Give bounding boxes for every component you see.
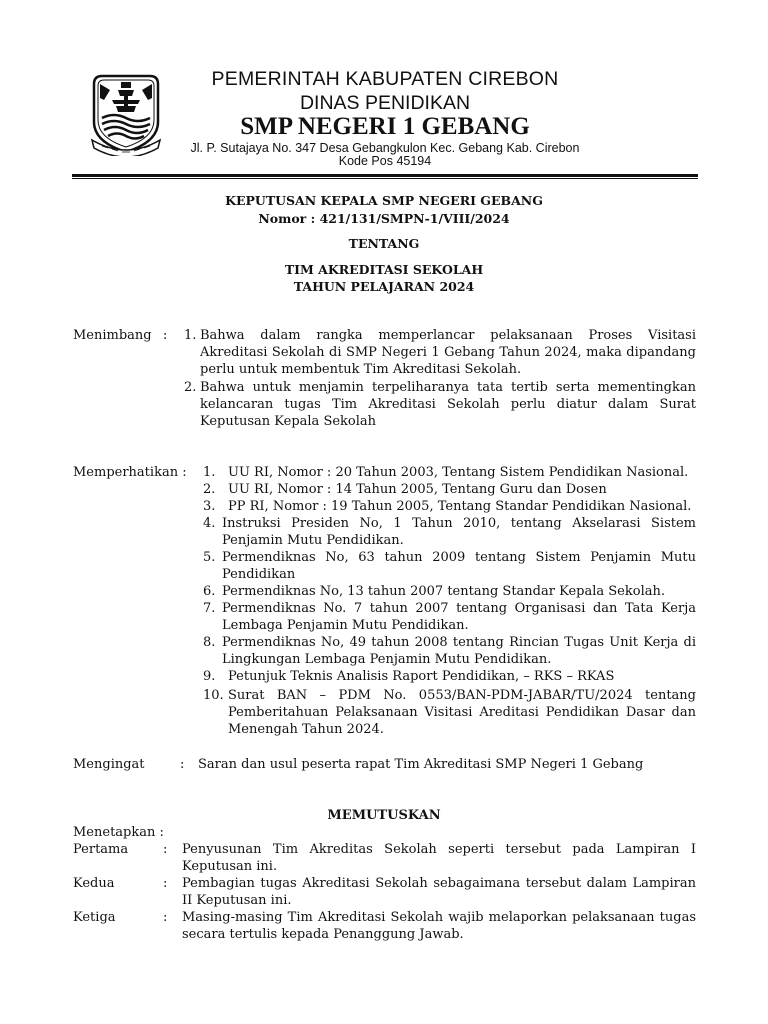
decree-subject: TIM AKREDITASI SEKOLAH bbox=[284, 262, 484, 277]
decree-about: TENTANG bbox=[348, 236, 420, 251]
menimbang-item-num: 2. bbox=[184, 380, 197, 395]
mengingat-colon: : bbox=[180, 757, 185, 772]
menimbang-item-text: Bahwa dalam rangka memperlancar pelaksanaan Proses Visitasi Akreditasi Sekolah di SMP Negeri 1 Gebang Tahun 2024, maka dipandang perlu untuk membentuk Tim Akreditasi Sekolah. bbox=[200, 328, 696, 377]
letterhead-divider-thin bbox=[72, 178, 698, 179]
mengingat-label: Mengingat bbox=[73, 757, 145, 772]
decree-year: TAHUN PELAJARAN 2024 bbox=[293, 279, 475, 294]
memperhatikan-item-text: PP RI, Nomor : 19 Tahun 2005, Tentang Standar Pendidikan Nasional. bbox=[228, 499, 692, 514]
keputusan-item-colon: : bbox=[163, 910, 168, 925]
memperhatikan-item-num: 5. bbox=[203, 550, 216, 565]
memperhatikan-item-num: 2. bbox=[203, 482, 216, 497]
memperhatikan-item-text: Permendiknas No, 63 tahun 2009 tentang Sistem Penjamin Mutu Pendidikan bbox=[222, 550, 696, 582]
keputusan-item-colon: : bbox=[163, 876, 168, 891]
menetapkan-label: Menetapkan : bbox=[73, 825, 164, 840]
mengingat-text: Saran dan usul peserta rapat Tim Akreditasi SMP Negeri 1 Gebang bbox=[198, 757, 644, 772]
memperhatikan-item-text: Permendiknas No. 7 tahun 2007 tentang Organisasi dan Tata Kerja Lembaga Penjamin Mutu Pendidikan. bbox=[222, 601, 696, 633]
cirebon-regency-emblem-icon bbox=[88, 70, 164, 156]
keputusan-item-label: Pertama bbox=[73, 842, 129, 857]
memperhatikan-item-text: UU RI, Nomor : 14 Tahun 2005, Tentang Guru dan Dosen bbox=[228, 482, 607, 497]
letterhead-government: PEMERINTAH KABUPATEN CIREBON bbox=[211, 68, 559, 90]
memutuskan-heading: MEMUTUSKAN bbox=[327, 808, 441, 823]
letterhead-department: DINAS PENIDIKAN bbox=[299, 92, 471, 114]
memperhatikan-item-num: 7. bbox=[203, 601, 216, 616]
menimbang-label: Menimbang bbox=[73, 328, 152, 343]
menimbang-item-num: 1. bbox=[184, 328, 197, 343]
memperhatikan-item-text: Petunjuk Teknis Analisis Raport Pendidikan, – RKS – RKAS bbox=[228, 669, 615, 684]
memperhatikan-item-text: Instruksi Presiden No, 1 Tahun 2010, tentang Akselarasi Sistem Penjamin Mutu Pendidikan. bbox=[222, 516, 696, 548]
memperhatikan-item-num: 6. bbox=[203, 584, 216, 599]
keputusan-item-label: Ketiga bbox=[73, 910, 116, 925]
menimbang-colon: : bbox=[163, 328, 168, 343]
letterhead-divider-thick bbox=[72, 174, 698, 177]
keputusan-item-colon: : bbox=[163, 842, 168, 857]
letterhead-postal-code: Kode Pos 45194 bbox=[338, 154, 432, 168]
memperhatikan-item-num: 9. bbox=[203, 669, 216, 684]
decree-number: Nomor : 421/131/SMPN-1/VIII/2024 bbox=[258, 211, 510, 226]
keputusan-item-label: Kedua bbox=[73, 876, 115, 891]
memperhatikan-item-text: Surat BAN – PDM No. 0553/BAN-PDM-JABAR/TU/2024 tentang Pemberitahuan Pelaksanaan Visitasi Areditasi Pendidikan Dasar dan Menengah Tahun 2024. bbox=[228, 688, 696, 737]
decree-title: KEPUTUSAN KEPALA SMP NEGERI GEBANG bbox=[225, 193, 543, 208]
memperhatikan-item-text: UU RI, Nomor : 20 Tahun 2003, Tentang Sistem Pendidikan Nasional. bbox=[228, 465, 689, 480]
memperhatikan-item-num: 1. bbox=[203, 465, 216, 480]
memperhatikan-item-num: 10. bbox=[203, 688, 224, 703]
memperhatikan-item-text: Permendiknas No, 13 tahun 2007 tentang Standar Kepala Sekolah. bbox=[222, 584, 665, 599]
letterhead-school-name: SMP NEGERI 1 GEBANG bbox=[240, 113, 530, 140]
memperhatikan-item-num: 4. bbox=[203, 516, 216, 531]
keputusan-item-text: Penyusunan Tim Akreditas Sekolah seperti tersebut pada Lampiran I Keputusan ini. bbox=[182, 842, 696, 874]
memperhatikan-item-num: 3. bbox=[203, 499, 216, 514]
menimbang-item-text: Bahwa untuk menjamin terpeliharanya tata tertib serta mementingkan kelancaran tugas Tim Akreditasi Sekolah perlu diatur dalam Surat Keputusan Kepala Sekolah bbox=[200, 380, 696, 429]
keputusan-item-text: Pembagian tugas Akreditasi Sekolah sebagaimana tersebut dalam Lampiran II Keputusan ini. bbox=[182, 876, 696, 908]
memperhatikan-item-text: Permendiknas No, 49 tahun 2008 tentang Rincian Tugas Unit Kerja di Lingkungan Lembaga Penjamin Mutu Pendidikan. bbox=[222, 635, 696, 667]
memperhatikan-label: Memperhatikan : bbox=[73, 465, 187, 480]
keputusan-item-text: Masing-masing Tim Akreditasi Sekolah wajib melaporkan pelaksanaan tugas secara tertulis kepada Penanggung Jawab. bbox=[182, 910, 696, 942]
memperhatikan-item-num: 8. bbox=[203, 635, 216, 650]
letterhead-address: Jl. P. Sutajaya No. 347 Desa Gebangkulon Kec. Gebang Kab. Cirebon bbox=[190, 141, 580, 155]
